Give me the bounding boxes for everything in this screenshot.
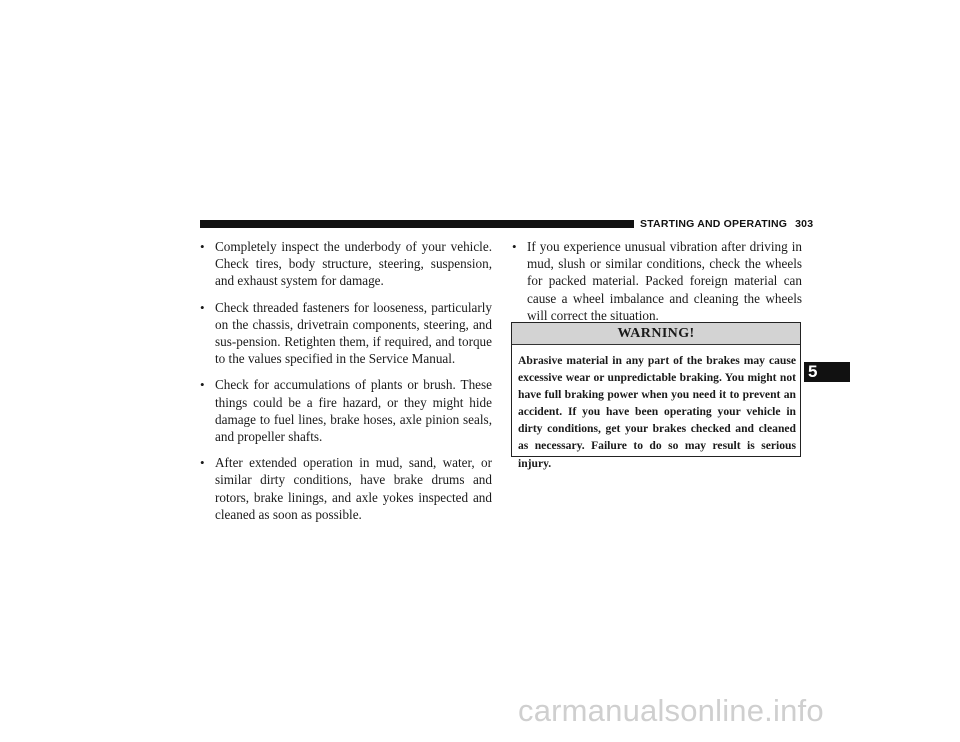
watermark: carmanualsonline.info xyxy=(518,693,824,728)
warning-text: Abrasive material in any part of the brakes may cause excessive wear or unpredictable braking. You might not have full braking power when you need it to prevent an accident. If you have been operating your vehicle in dirty conditions, get your brakes checked and cleaned as necessary. Failure to do so may result is serious injury. xyxy=(518,354,796,470)
list-item-text: If you experience unusual vibration after driving in mud, slush or similar conditions, check the wheels for packed material. Packed foreign material can cause a wheel imbalance and cleaning the wheels will correct the situation. xyxy=(527,239,802,323)
list-item xyxy=(200,299,492,368)
list-item xyxy=(512,238,802,324)
running-header xyxy=(640,217,814,231)
warning-title: WARNING! xyxy=(512,323,800,345)
bullet-icon: • xyxy=(512,239,517,254)
page-number: 303 xyxy=(795,218,814,230)
bullet-icon: • xyxy=(200,455,205,471)
section-title: STARTING AND OPERATING xyxy=(640,218,788,230)
right-column xyxy=(512,238,802,333)
left-column xyxy=(200,238,492,532)
chapter-tab: 5 xyxy=(804,362,850,382)
right-bullet-list xyxy=(512,238,802,324)
bullet-icon: • xyxy=(200,299,205,315)
list-item-text: Check threaded fasteners for looseness, particularly on the chassis, drivetrain components, steering, and sus-pension. Retighten them, if required, and torque to the values specified in the Service Manual. xyxy=(215,299,492,367)
bullet-icon: • xyxy=(200,239,205,254)
list-item-text: Check for accumulations of plants or brush. These things could be a fire hazard, or they might hide damage to fuel lines, brake hoses, axle pinion seals, and propeller shafts. xyxy=(215,377,492,445)
list-item-text: After extended operation in mud, sand, water, or similar dirty conditions, have brake drums and rotors, brake linings, and axle yokes inspected and cleaned as soon as possible. xyxy=(215,455,492,522)
list-item xyxy=(200,454,492,523)
left-bullet-list xyxy=(200,238,492,523)
list-item xyxy=(200,238,492,290)
warning-box xyxy=(511,322,801,470)
list-item xyxy=(200,376,492,445)
bullet-icon: • xyxy=(200,377,205,393)
list-item-text: Completely inspect the underbody of your vehicle. Check tires, body structure, steering, suspension, and exhaust system for damage. xyxy=(215,239,492,289)
header-rule xyxy=(200,220,634,228)
